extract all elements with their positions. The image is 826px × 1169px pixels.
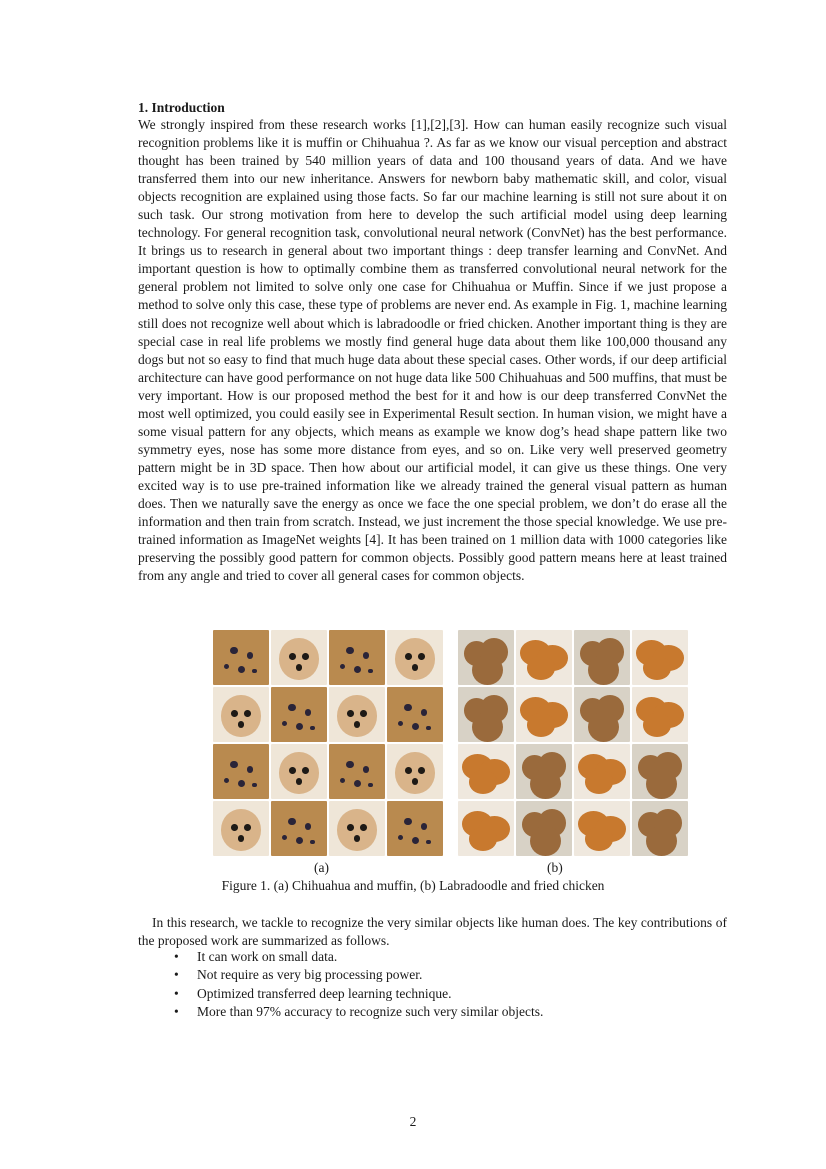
blueberry-mark — [368, 669, 373, 674]
blueberry-mark — [288, 818, 296, 826]
chicken-piece-mark — [469, 827, 497, 850]
blueberry-mark — [310, 840, 315, 845]
curly-fur-mark — [588, 655, 619, 685]
blueberry-mark — [412, 837, 419, 844]
fried-chicken-photo — [632, 630, 688, 685]
eye-mark — [231, 710, 238, 717]
blueberry-mark — [252, 783, 257, 788]
dog-face-mark — [337, 695, 376, 736]
chicken-piece-mark — [527, 656, 555, 679]
fried-chicken-photo — [632, 687, 688, 742]
eye-mark — [347, 824, 354, 831]
eye-mark — [302, 767, 309, 774]
fried-chicken-photo — [458, 801, 514, 856]
contribution-text: It can work on small data. — [197, 949, 338, 964]
eye-mark — [360, 710, 367, 717]
eye-mark — [289, 767, 296, 774]
chihuahua-photo — [329, 801, 385, 856]
muffin-photo — [387, 801, 443, 856]
dog-face-mark — [279, 752, 318, 793]
labradoodle-photo — [632, 744, 688, 799]
muffin-photo — [387, 687, 443, 742]
dog-face-mark — [221, 695, 260, 736]
contribution-item — [174, 1003, 543, 1021]
bullet-icon: • — [174, 949, 179, 964]
contributions-intro-paragraph: In this research, we tackle to recognize the very similar objects like human does. The key contributions of the proposed work are summarized as follows. — [138, 915, 727, 948]
contribution-item — [174, 948, 543, 966]
contributions-list — [174, 948, 543, 1021]
blueberry-mark — [340, 778, 345, 783]
chihuahua-photo — [213, 687, 269, 742]
nose-mark — [296, 664, 303, 671]
nose-mark — [412, 778, 419, 785]
muffin-photo — [271, 687, 327, 742]
intro-paragraph: We strongly inspired from these research works [1],[2],[3]. How can human easily recognize such visual recognition problems like it is muffin or Chihuahua ?. As far as we know our visual perception and abstract thought has been trained by 540 million years of data and 100 thousand years of data. And we have transferred them into our new inheritance. Answers for newborn baby mathematic skill, and color, visual objects recognition are explained using those facts. So far our machine learning is still not sure about it on such task. Our strong motivation from here to develop the such artificial model using deep learning technology. For general recognition task, convolutional neural network (ConvNet) has the best performance. It brings us to research in general about two important things : deep transfer learning and ConvNet. And important question is how to optimally combine them as transferred convolutional neural network for the general problem not limited to solve only one case for Chihuahua or Muffin. Since if we just propose a method to solve only this case, these type of problems are never end. As example in Fig. 1, machine learning still does not recognize well about which is labradoodle or fried chicken. Another important thing is they are special case in real life problems we mostly find general huge data about them like 100,000 thousand any dogs but not so easy to find that much huge data about these special cases. Other words, if our deep artificial architecture can have good performance on not huge data like 500 Chihuahuas and 500 muffins, that must be very important. How is our proposed method the best for it and how is our deep transferred ConvNet the most well optimized, you could easily see in Experimental Result section. In human vision, we might have a some visual pattern for any objects, which means as example we know dog’s head shape pattern like two symmetry eyes, nose has some more distance from eyes, and so on. Like very well preserved geometry pattern might be in 3D space. Then how about our artificial model, it can give us these things. One very excited way is to use pre-trained information like we already trained the general visual pattern as human does. Then we naturally save the energy as once we face the one special problem, we don’t do erase all the information and then train from scratch. Instead, we just increment the those special knowledge. We use pre-trained information as ImageNet weights [4]. It has been trained on 1 million data with 1000 categories like preserving the possibly good pattern for common objects. Possibly good pattern means here at least trained from any angle and tried to cover all general cases for common objects. — [138, 117, 727, 584]
bullet-icon: • — [174, 967, 179, 983]
chicken-piece-mark — [643, 656, 671, 679]
labradoodle-photo — [516, 801, 572, 856]
nose-mark — [412, 664, 419, 671]
eye-mark — [418, 653, 425, 660]
dog-face-mark — [395, 752, 434, 793]
blueberry-mark — [296, 837, 303, 844]
contribution-text: Not require as very big processing power. — [197, 967, 423, 983]
dog-face-mark — [337, 809, 376, 850]
muffin-photo — [329, 630, 385, 685]
curly-fur-mark — [472, 712, 503, 742]
chihuahua-photo — [329, 687, 385, 742]
contribution-item — [174, 985, 543, 1003]
muffin-photo — [329, 744, 385, 799]
blueberry-mark — [421, 823, 428, 830]
contribution-text: Optimized transferred deep learning technique. — [197, 985, 452, 1001]
figure-1b-image-grid — [458, 630, 688, 856]
blueberry-mark — [354, 780, 361, 787]
eye-mark — [231, 824, 238, 831]
blueberry-mark — [296, 723, 303, 730]
curly-fur-mark — [646, 769, 677, 799]
blueberry-mark — [305, 709, 312, 716]
blueberry-mark — [247, 652, 254, 659]
figure-1 — [213, 630, 691, 860]
blueberry-mark — [238, 666, 245, 673]
blueberry-mark — [305, 823, 312, 830]
fried-chicken-photo — [516, 630, 572, 685]
blueberry-mark — [224, 778, 229, 783]
blueberry-mark — [230, 761, 238, 769]
dog-face-mark — [279, 638, 318, 679]
muffin-photo — [271, 801, 327, 856]
muffin-photo — [213, 630, 269, 685]
fried-chicken-photo — [458, 744, 514, 799]
eye-mark — [360, 824, 367, 831]
dog-face-mark — [395, 638, 434, 679]
blueberry-mark — [238, 780, 245, 787]
bullet-icon: • — [174, 1003, 179, 1019]
blueberry-mark — [247, 766, 254, 773]
eye-mark — [244, 824, 251, 831]
dog-face-mark — [221, 809, 260, 850]
blueberry-mark — [368, 783, 373, 788]
blueberry-mark — [412, 723, 419, 730]
curly-fur-mark — [646, 826, 677, 856]
fried-chicken-photo — [574, 801, 630, 856]
fried-chicken-photo — [574, 744, 630, 799]
labradoodle-photo — [632, 801, 688, 856]
section-heading: 1. Introduction — [138, 100, 225, 115]
labradoodle-photo — [458, 687, 514, 742]
blueberry-mark — [224, 664, 229, 669]
figure-label-a: (a) — [314, 860, 329, 875]
blueberry-mark — [398, 721, 403, 726]
eye-mark — [405, 653, 412, 660]
blueberry-mark — [426, 840, 431, 845]
nose-mark — [296, 778, 303, 785]
blueberry-mark — [398, 835, 403, 840]
eye-mark — [418, 767, 425, 774]
muffin-photo — [213, 744, 269, 799]
nose-mark — [354, 835, 361, 842]
contribution-item — [174, 966, 543, 984]
curly-fur-mark — [472, 655, 503, 685]
blueberry-mark — [363, 766, 370, 773]
figure-label-b: (b) — [547, 860, 563, 875]
blueberry-mark — [288, 704, 296, 712]
eye-mark — [289, 653, 296, 660]
blueberry-mark — [310, 726, 315, 731]
blueberry-mark — [230, 647, 238, 655]
blueberry-mark — [426, 726, 431, 731]
eye-mark — [405, 767, 412, 774]
blueberry-mark — [282, 835, 287, 840]
chihuahua-photo — [213, 801, 269, 856]
chicken-piece-mark — [585, 770, 613, 793]
chicken-piece-mark — [469, 770, 497, 793]
chicken-piece-mark — [585, 827, 613, 850]
labradoodle-photo — [516, 744, 572, 799]
blueberry-mark — [340, 664, 345, 669]
chihuahua-photo — [387, 744, 443, 799]
nose-mark — [238, 721, 245, 728]
page-number: 2 — [409, 1114, 417, 1129]
figure-caption: Figure 1. (a) Chihuahua and muffin, (b) Labradoodle and fried chicken — [221, 878, 605, 893]
blueberry-mark — [252, 669, 257, 674]
labradoodle-photo — [458, 630, 514, 685]
bullet-icon: • — [174, 985, 179, 1001]
blueberry-mark — [363, 652, 370, 659]
eye-mark — [347, 710, 354, 717]
fried-chicken-photo — [516, 687, 572, 742]
curly-fur-mark — [588, 712, 619, 742]
figure-1a-image-grid — [213, 630, 443, 856]
chihuahua-photo — [271, 630, 327, 685]
blueberry-mark — [282, 721, 287, 726]
blueberry-mark — [346, 647, 354, 655]
blueberry-mark — [421, 709, 428, 716]
eye-mark — [302, 653, 309, 660]
curly-fur-mark — [530, 769, 561, 799]
eye-mark — [244, 710, 251, 717]
curly-fur-mark — [530, 826, 561, 856]
labradoodle-photo — [574, 687, 630, 742]
chihuahua-photo — [271, 744, 327, 799]
blueberry-mark — [354, 666, 361, 673]
labradoodle-photo — [574, 630, 630, 685]
blueberry-mark — [346, 761, 354, 769]
blueberry-mark — [404, 704, 412, 712]
contribution-text: More than 97% accuracy to recognize such very similar objects. — [197, 1003, 544, 1019]
chicken-piece-mark — [527, 713, 555, 736]
nose-mark — [238, 835, 245, 842]
blueberry-mark — [404, 818, 412, 826]
nose-mark — [354, 721, 361, 728]
chihuahua-photo — [387, 630, 443, 685]
chicken-piece-mark — [643, 713, 671, 736]
